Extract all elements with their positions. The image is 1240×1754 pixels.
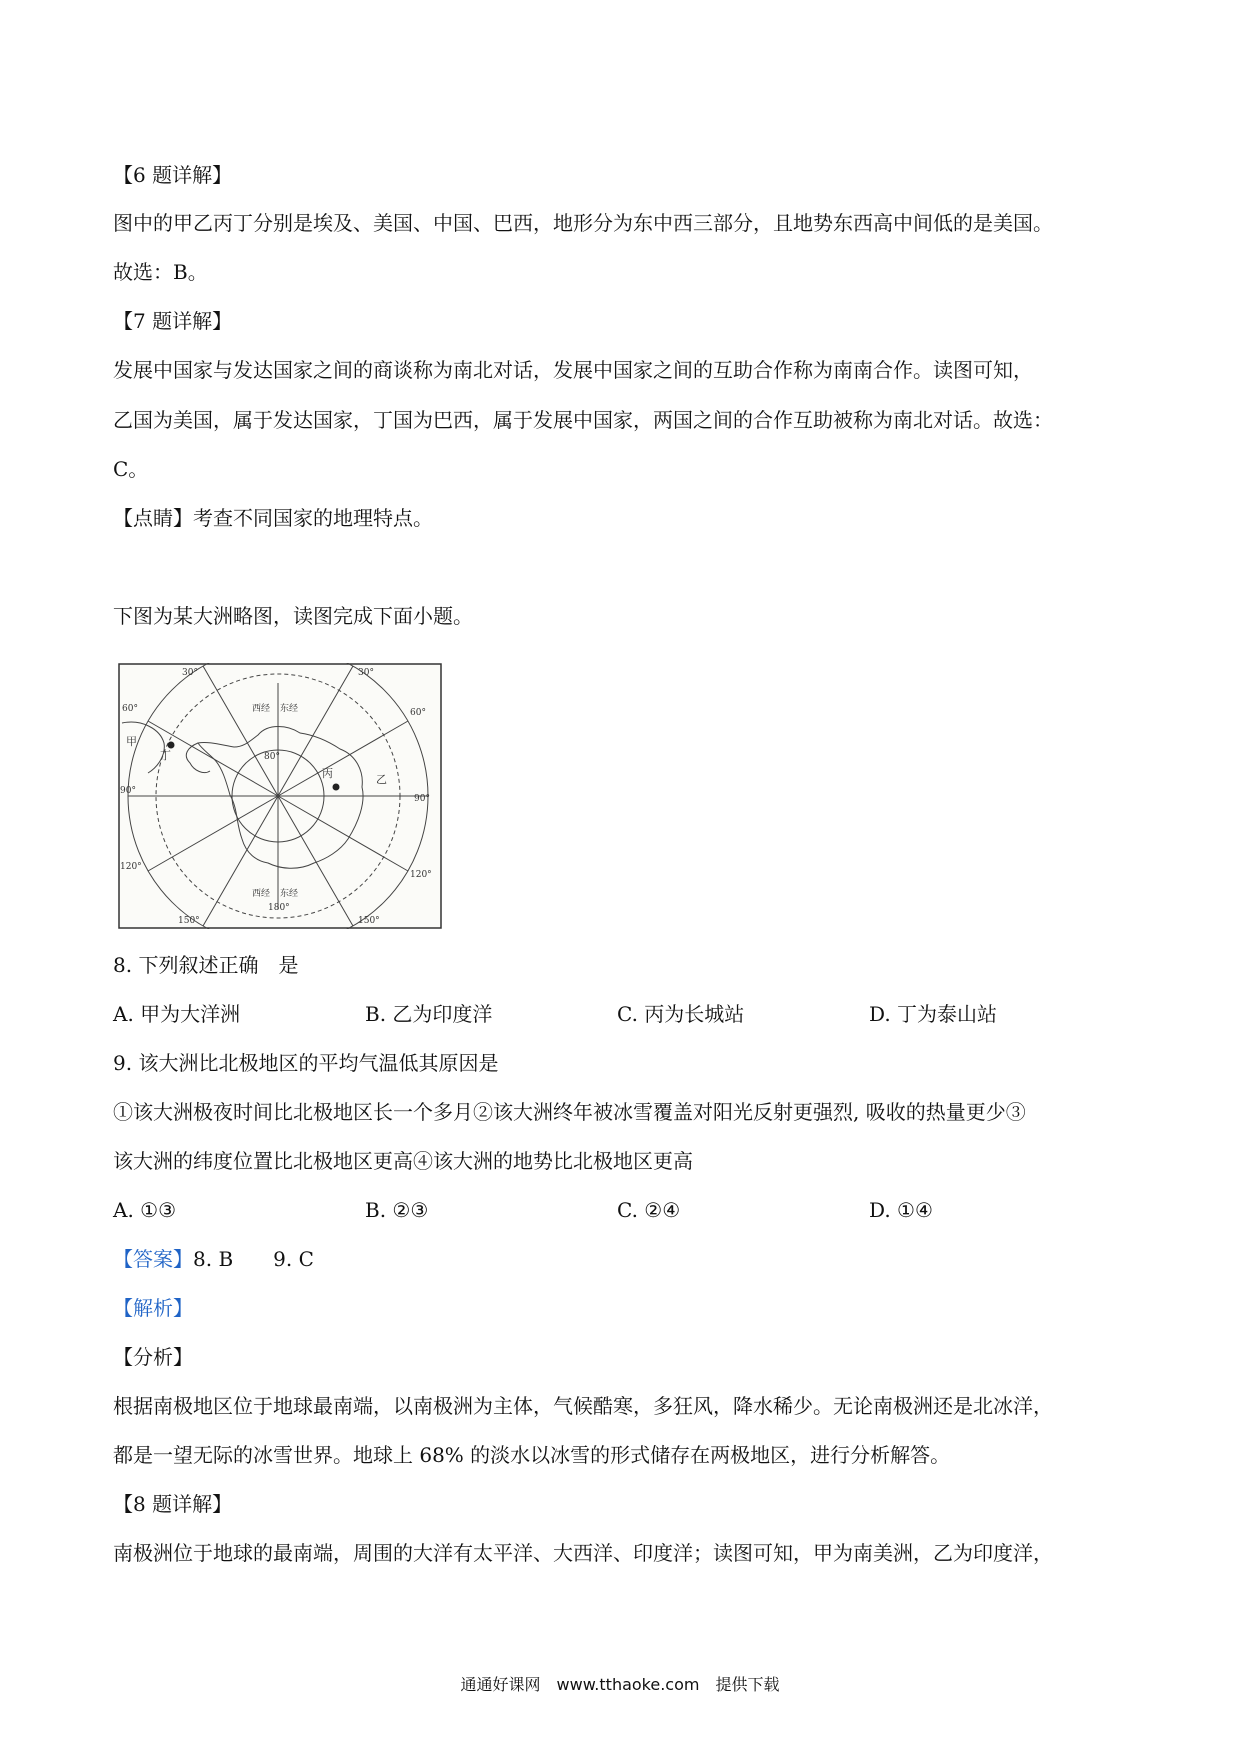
fenxi-label: 【分析】 [113,1345,193,1369]
label-top-west: 西经 [252,704,271,714]
page-footer: 通通好课网 www.tthaoke.com 提供下载 [460,1675,780,1694]
label-lon-180: 180° [268,903,290,913]
q6-explanation: 图中的甲乙丙丁分别是埃及、美国、中国、巴西，地形分为东中西三部分，且地势东西高中间低的是美国。 [113,211,1053,235]
q7-explanation-1: 发展中国家与发达国家之间的商谈称为南北对话，发展中国家之间的互助合作称为南南合作。读图可知， [113,358,1033,382]
fenxi-text-2: 都是一望无际的冰雪世界。地球上 68% 的淡水以冰雪的形式储存在两极地区，进行分析解答。 [113,1443,951,1467]
antarctica-map [118,663,442,929]
label-top-east: 东经 [280,704,299,714]
label-lon-30w: 30° [182,668,198,678]
label-yi: 乙 [376,773,387,786]
q7-explanation-2: 乙国为美国，属于发达国家，丁国为巴西，属于发展中国家，两国之间的合作互助被称为南北对话。故选： [113,408,1053,432]
label-bottom-west: 西经 [252,889,271,899]
answer-line [113,1245,314,1273]
label-lon-60w: 60° [122,704,138,714]
answer-label: 【答案】 [113,1247,193,1271]
label-lon-150e: 150° [358,916,380,926]
label-lat-80: 80° [264,752,280,762]
dianjing: 【点睛】考查不同国家的地理特点。 [113,506,433,530]
label-bing: 丙 [322,767,333,780]
q8-option-a: A. 甲为大洋洲 [113,1002,241,1026]
q6-title: 【6 题详解】 [113,163,233,187]
q9-statements-1: ①该大洲极夜时间比北极地区长一个多月②该大洲终年被冰雪覆盖对阳光反射更强烈, 吸收的热量更少③ [113,1100,1026,1124]
answer-text: 8. B 9. C [193,1247,314,1271]
q8-option-b: B. 乙为印度洋 [365,1002,493,1026]
q7-explanation-3: C。 [113,457,149,481]
q9-option-c: C. ②④ [617,1198,681,1222]
q9-question: 9. 该大洲比北极地区的平均气温低其原因是 [113,1051,499,1075]
q6-choice: 故选：B。 [113,260,208,284]
label-lon-90w: 90° [120,786,136,796]
label-lon-60e: 60° [410,708,426,718]
label-lon-120w: 120° [120,862,142,872]
label-lon-90e: 90° [414,794,430,804]
q8-option-c: C. 丙为长城站 [617,1002,745,1026]
q9-option-d: D. ①④ [869,1198,933,1222]
q9-option-b: B. ②③ [365,1198,429,1222]
q9-statements-2: 该大洲的纬度位置比北极地区更高④该大洲的地势比北极地区更高 [113,1149,693,1173]
q8-option-d: D. 丁为泰山站 [869,1002,998,1026]
label-lon-120e: 120° [410,870,432,880]
fenxi-text-1: 根据南极地区位于地球最南端，以南极洲为主体，气候酷寒，多狂风，降水稀少。无论南极洲还是北冰洋， [113,1394,1053,1418]
question-intro: 下图为某大洲略图，读图完成下面小题。 [113,604,473,628]
label-bottom-east: 东经 [280,889,299,899]
q8-question: 8. 下列叙述正确 是 [113,953,299,977]
q8-detail-title: 【8 题详解】 [113,1492,233,1516]
label-jia: 甲 [126,735,137,748]
q8-detail-text: 南极洲位于地球的最南端，周围的大洋有太平洋、大西洋、印度洋；读图可知，甲为南美洲，乙为印度洋， [113,1541,1053,1565]
label-lon-150w: 150° [178,916,200,926]
label-lon-30e: 30° [358,668,374,678]
label-ding: 丁 [160,749,171,762]
q9-option-a: A. ①③ [113,1198,177,1222]
q7-title: 【7 题详解】 [113,309,233,333]
jiexi-label: 【解析】 [113,1296,193,1320]
